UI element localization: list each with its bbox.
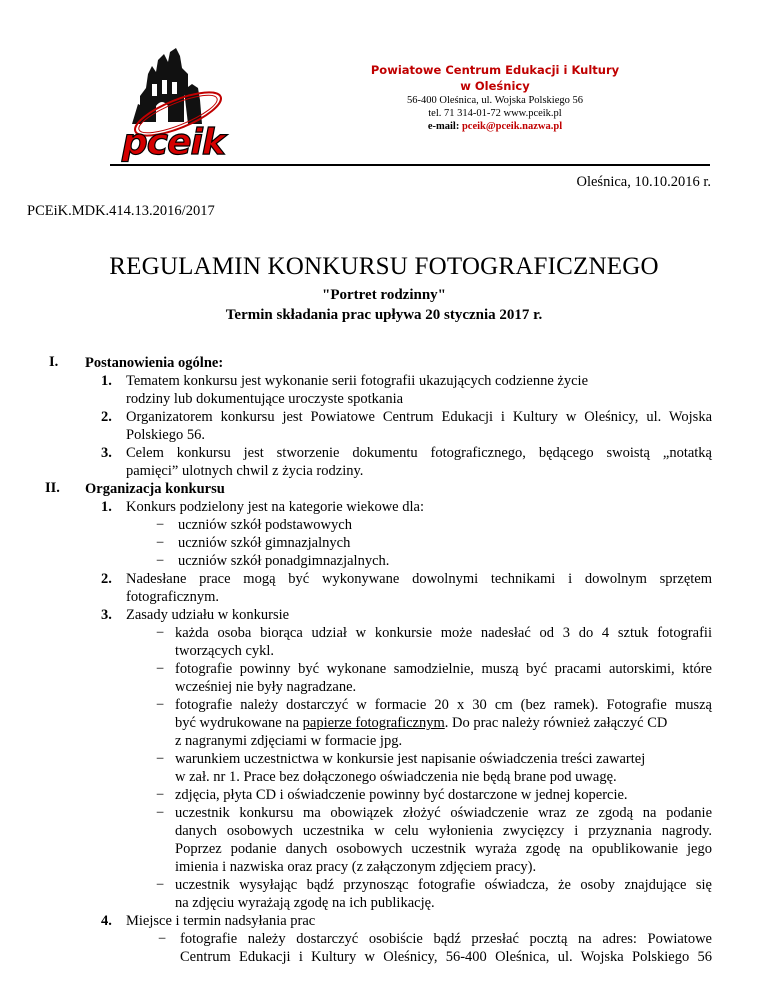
paragraph-line: Zasady udziału w konkursie (126, 607, 290, 623)
rule-text: . Do prac należy również załączyć CD (444, 715, 668, 731)
paragraph-line: Miejsce i termin nadsyłania prac (126, 913, 316, 929)
section-numeral-1: I. (49, 354, 59, 370)
page-title: REGULAMIN KONKURSU FOTOGRAFICZNEGO (109, 253, 659, 280)
header-divider (110, 164, 710, 166)
paragraph-line: fotograficznym. (126, 589, 220, 605)
dash-bullet: − (156, 805, 165, 821)
item-number: 1. (101, 373, 112, 389)
rule-line: fotografie należy dostarczyć w formacie 20 x 30 cm (bez ramek). Fotografie muszą (175, 697, 712, 713)
category-item: uczniów szkół gimnazjalnych (178, 535, 351, 551)
section-heading-2: Organizacja konkursu (85, 481, 225, 497)
rule-line: wcześniej nie były nagradzane. (175, 679, 357, 695)
rule-line: każda osoba biorąca udział w konkursie może nadesłać od 3 do 4 sztuk fotografii (175, 625, 712, 641)
dash-bullet: − (156, 517, 165, 533)
contest-subtitle: "Portret rodzinny" (322, 287, 446, 303)
section-heading-1: Postanowienia ogólne: (85, 355, 224, 371)
pceik-logo (118, 44, 244, 164)
email-link[interactable]: pceik@pceik.nazwa.pl (461, 121, 563, 132)
org-address: 56-400 Oleśnica, ul. Wojska Polskiego 56 (407, 95, 583, 106)
dash-bullet: − (156, 625, 165, 641)
rule-text: być wydrukowane na (175, 715, 303, 731)
item-number: 1. (101, 499, 112, 515)
photo-paper-link[interactable]: papierze fotograficznym (302, 715, 445, 731)
document-reference: PCEiK.MDK.414.13.2016/2017 (27, 203, 215, 219)
paragraph-line: Konkurs podzielony jest na kategorie wiekowe dla: (126, 499, 424, 515)
dash-bullet: − (156, 787, 165, 803)
email-label: e-mail: (427, 121, 460, 132)
category-item: uczniów szkół ponadgimnazjalnych. (178, 553, 390, 569)
item-number: 2. (101, 571, 112, 587)
dash-bullet: − (156, 697, 165, 713)
item-number: 2. (101, 409, 112, 425)
submission-deadline: Termin składania prac upływa 20 stycznia 2017 r. (225, 307, 543, 323)
paragraph-line: Tematem konkursu jest wykonanie serii fotografii ukazujących codzienne życie (126, 373, 589, 389)
dash-bullet: − (156, 553, 165, 569)
section-numeral-2: II. (45, 480, 60, 496)
item-number: 4. (101, 913, 112, 929)
rule-line: uczestnik wysyłając bądź przynosząc fotografie oświadcza, że osoby znajdujące się (175, 877, 712, 893)
dash-bullet: − (156, 751, 165, 767)
org-email-line (330, 120, 660, 133)
rule-line: fotografie należy dostarczyć osobiście bądź przesłać pocztą na adres: Powiatowe (180, 931, 712, 947)
logo-wordmark: pceik (122, 122, 225, 163)
paragraph-line: Polskiego 56. (126, 427, 205, 443)
rule-line: na zdjęciu wyrażają zgodę na ich publikację. (175, 895, 435, 911)
dash-bullet: − (156, 535, 165, 551)
paragraph-line: pamięci” ulotnych chwil z życia rodziny. (126, 463, 364, 479)
paragraph-line: Organizatorem konkursu jest Powiatowe Centrum Edukacji i Kultury w Oleśnicy, ul. Wojska (126, 409, 712, 425)
rule-line: imienia i nazwiska oraz pracy (z załączonym zdjęciem pracy). (175, 859, 537, 875)
paragraph-line: Celem konkursu jest stworzenie dokumentu fotograficznego, będącego swoistą „notatką (126, 445, 712, 461)
org-name-line1: Powiatowe Centrum Edukacji i Kultury (370, 63, 620, 77)
category-item: uczniów szkół podstawowych (178, 517, 352, 533)
organization-block (330, 62, 660, 133)
rule-line: uczestnik konkursu ma obowiązek złożyć oświadczenie wraz ze zgodą na podanie (175, 805, 712, 821)
rule-line: zdjęcia, płyta CD i oświadczenie powinny być dostarczone w jednej kopercie. (175, 787, 628, 803)
rule-line: warunkiem uczestnictwa w konkursie jest napisanie oświadczenia treści zawartej (175, 751, 646, 767)
document-date: Oleśnica, 10.10.2016 r. (576, 174, 711, 190)
rule-line: danych osobowych uczestnika w celu wyłonienia zwycięzcy i przyznania nagrody. (175, 823, 712, 839)
rule-line: Poprzez podanie danych osobowych uczestnik wyraża zgodę na opublikowanie jego (175, 841, 712, 857)
rule-line: w zał. nr 1. Prace bez dołączonego oświadczenia nie będą brane pod uwagę. (175, 769, 617, 785)
item-number: 3. (101, 607, 112, 623)
paragraph-line: Nadesłane prace mogą być wykonywane dowolnymi technikami i dowolnym sprzętem (126, 571, 712, 587)
item-number: 3. (101, 445, 112, 461)
paragraph-line: rodziny lub dokumentujące uroczyste spotkania (126, 391, 404, 407)
rule-line: tworzących cykl. (175, 643, 275, 659)
rule-line (175, 714, 667, 732)
org-name-line2: w Oleśnicy (460, 79, 530, 93)
dash-bullet: − (156, 877, 165, 893)
rule-line: fotografie powinny być wykonane samodzielnie, muszą być pracami autorskimi, które (175, 661, 712, 677)
rule-line: Centrum Edukacji i Kultury w Oleśnicy, 56-400 Oleśnica, ul. Wojska Polskiego 56 (180, 949, 712, 965)
rule-line: z nagranymi zdjęciami w formacie jpg. (175, 733, 403, 749)
org-phone-web: tel. 71 314-01-72 www.pceik.pl (428, 108, 562, 119)
dash-bullet: − (156, 661, 165, 677)
dash-bullet: − (158, 931, 167, 947)
